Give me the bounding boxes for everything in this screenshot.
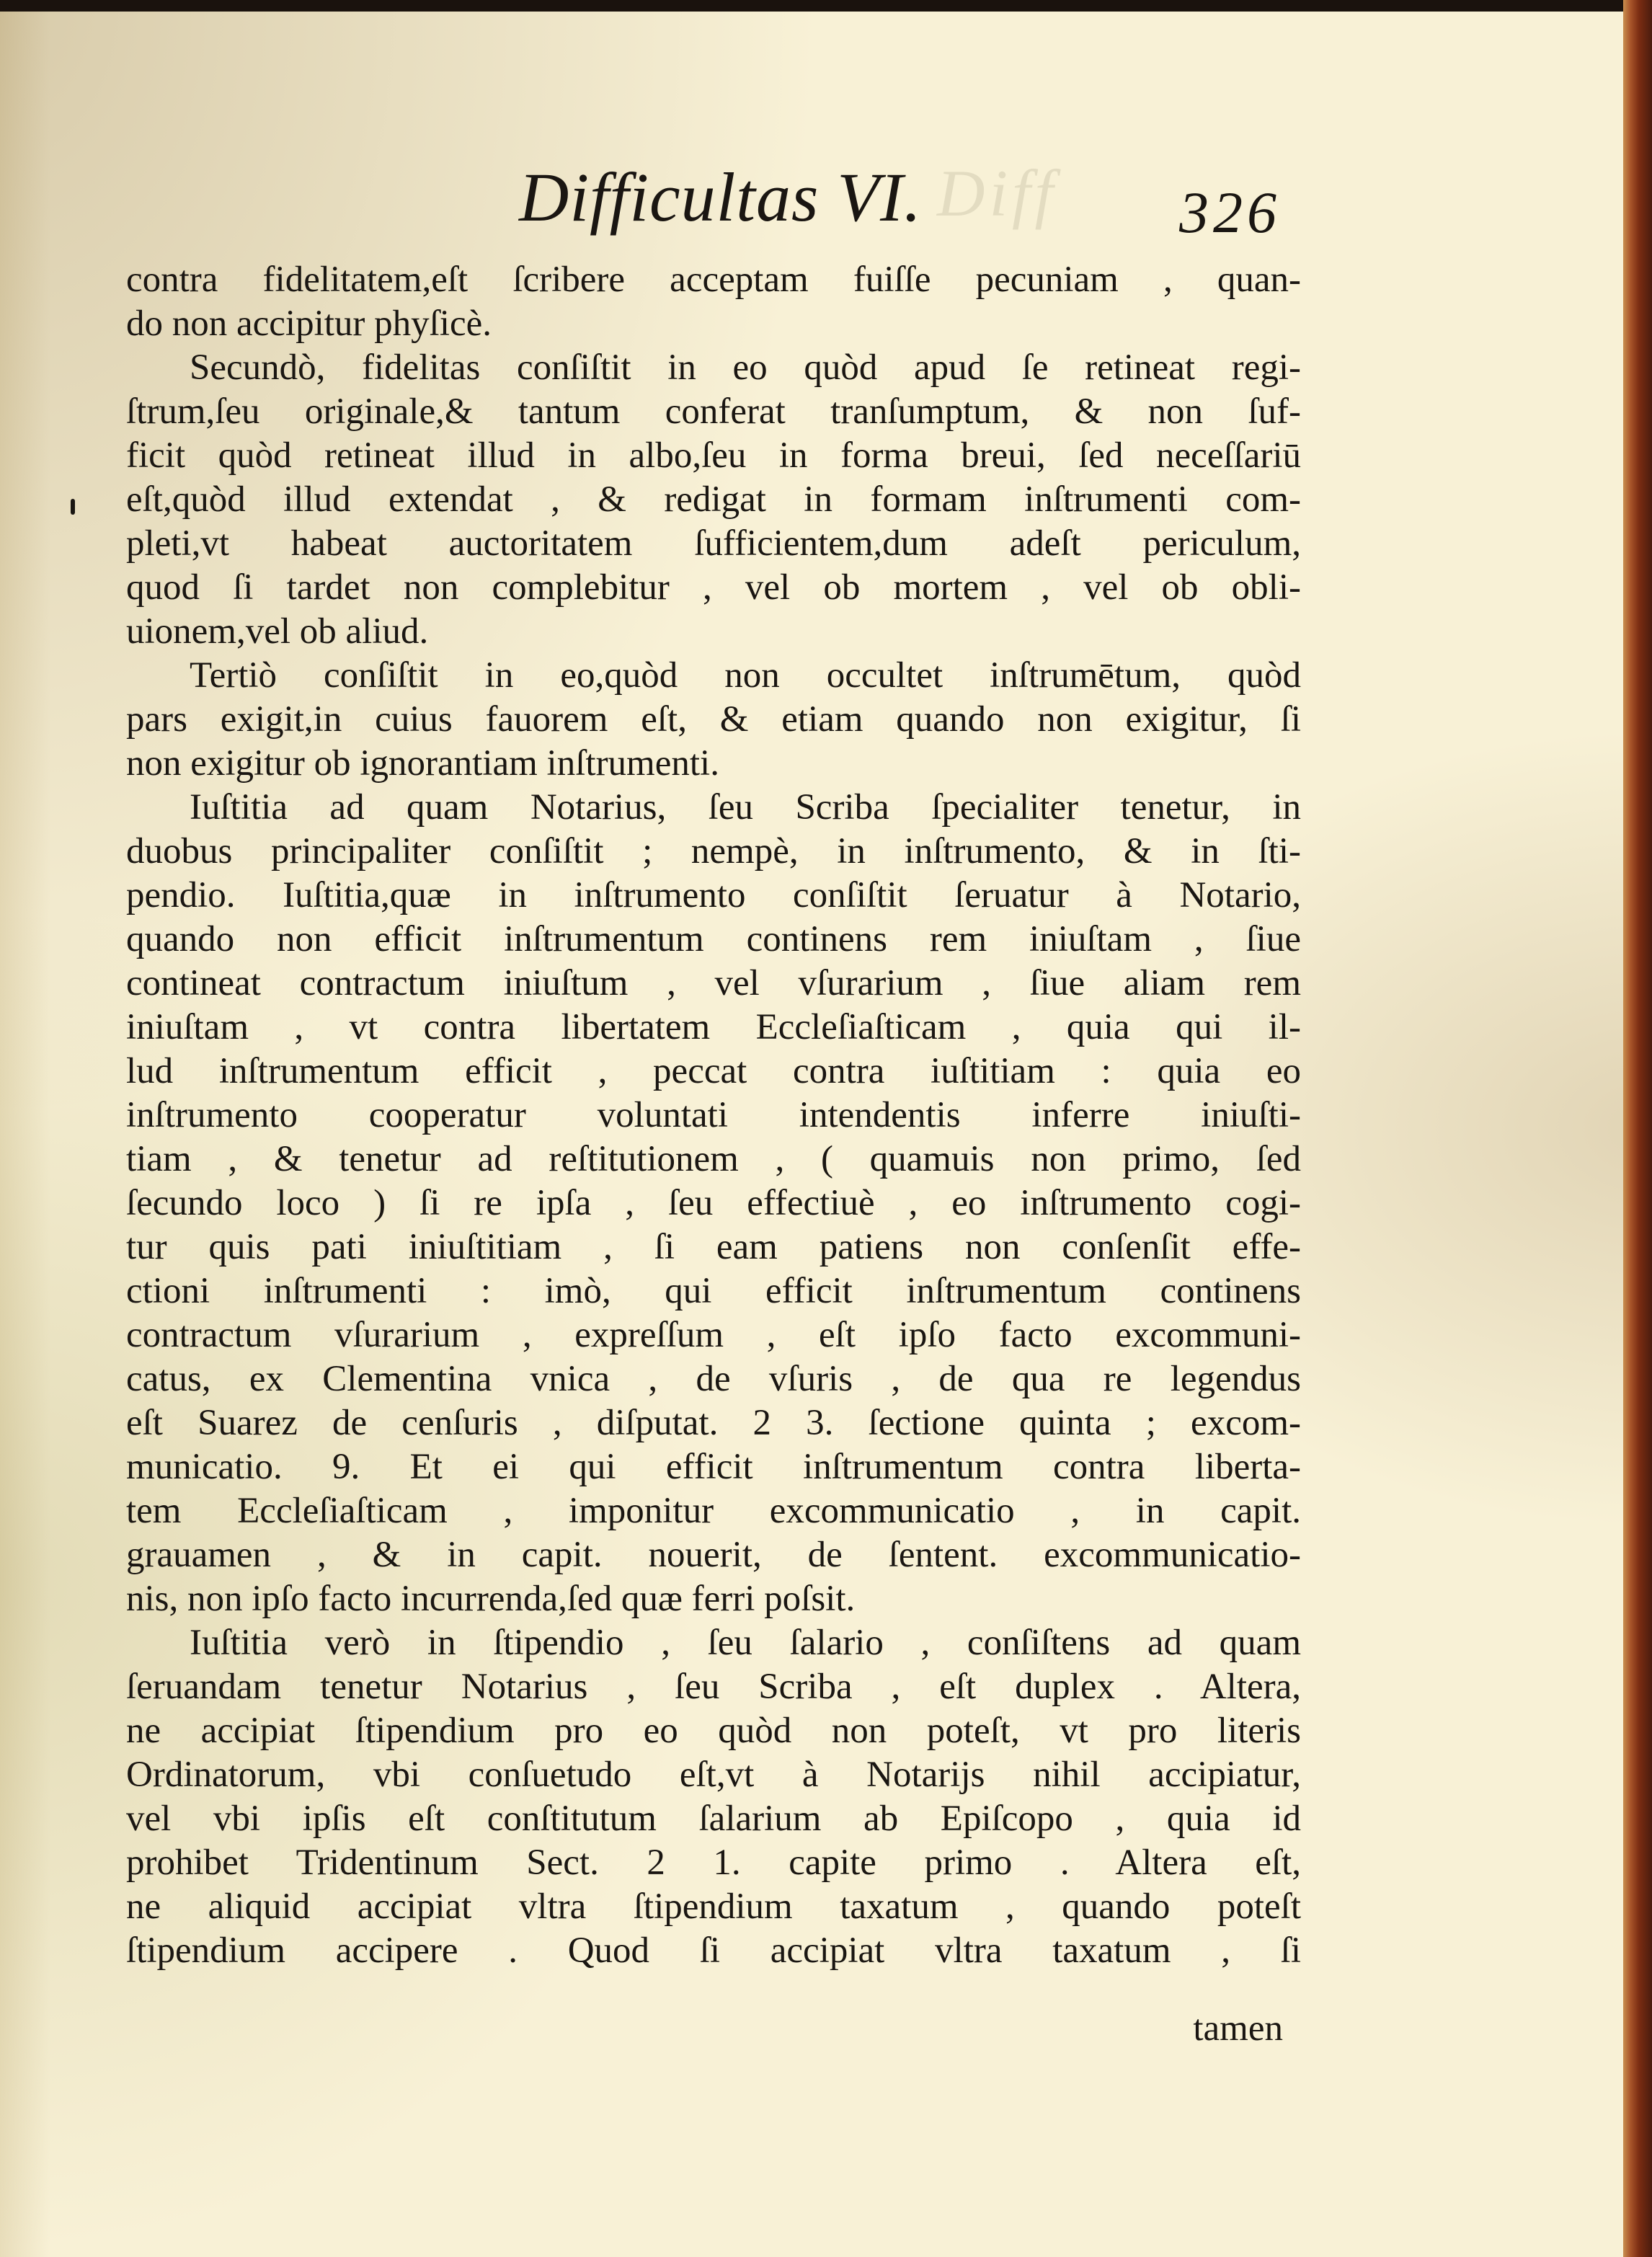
text-line: Secundò, fidelitas conſiſtit in eo quòd apud ſe retineat regi- [190, 347, 1301, 388]
text-line: quod ſi tardet non complebitur , vel ob mortem , vel ob obli- [126, 567, 1301, 608]
text-line: duobus principaliter conſiſtit ; nempè, in inſtrumento, & in ſti- [126, 831, 1301, 872]
text-line: pars exigit,in cuius fauorem eſt, & etiam quando non exigitur, ſi [126, 699, 1301, 740]
margin-mark [71, 499, 75, 515]
paragraph [126, 786, 1301, 1621]
text-line: ne accipiat ſtipendium pro eo quòd non poteſt, vt pro literis [126, 1711, 1301, 1751]
text-line: uionem,vel ob aliud. [126, 611, 429, 652]
text-line: non exigitur ob ignorantiam inſtrumenti. [126, 743, 719, 784]
book-fore-edge [1623, 0, 1652, 2257]
text-line: Iuſtitia verò in ſtipendio , ſeu ſalario , conſiſtens ad quam [190, 1623, 1301, 1663]
running-head: Difficultas VI. [519, 159, 922, 236]
text-line: ſtrum,ſeu originale,& tantum conferat tranſumptum, & non ſuf- [126, 391, 1301, 432]
text-line: municatio. 9. Et ei qui efficit inſtrumentum contra liberta- [126, 1447, 1301, 1487]
text-line: inſtrumento cooperatur voluntati intendentis inferre iniuſti- [126, 1095, 1301, 1135]
text-line: nis, non ipſo facto incurrenda,ſed quæ ferri poſsit. [126, 1579, 856, 1619]
text-line: ſeruandam tenetur Notarius , ſeu Scriba , eſt duplex . Altera, [126, 1667, 1301, 1707]
text-line: eſt Suarez de cenſuris , diſputat. 2 3. ſectione quinta ; excom- [126, 1403, 1301, 1443]
catchword: tamen [1193, 2008, 1283, 2049]
page-number: 326 [1179, 179, 1281, 245]
text-line: tur quis pati iniuſtitiam , ſi eam patiens non conſenſit effe- [126, 1227, 1301, 1267]
text-line: contineat contractum iniuſtum , vel vſurarium , ſiue aliam rem [126, 963, 1301, 1003]
paragraph [126, 258, 1301, 346]
text-line: prohibet Tridentinum Sect. 2 1. capite primo . Altera eſt, [126, 1843, 1301, 1883]
body-text [126, 258, 1301, 1973]
text-line: contra fidelitatem,eſt ſcribere acceptam fuiſſe pecuniam , quan- [126, 260, 1301, 300]
text-line: lud inſtrumentum efficit , peccat contra iuſtitiam : quia eo [126, 1051, 1301, 1091]
text-line: ficit quòd retineat illud in albo,ſeu in forma breui, ſed neceſſariū [126, 435, 1301, 476]
text-line: ne aliquid accipiat vltra ſtipendium taxatum , quando poteſt [126, 1886, 1301, 1927]
text-line: Iuſtitia ad quam Notarius, ſeu Scriba ſpecialiter tenetur, in [190, 787, 1301, 828]
text-line: grauamen , & in capit. nouerit, de ſentent. excommunicatio- [126, 1535, 1301, 1575]
page-top-edge [0, 0, 1652, 12]
text-line: vel vbi ipſis eſt conſtitutum ſalarium ab Epiſcopo , quia id [126, 1799, 1301, 1839]
text-line: eſt,quòd illud extendat , & redigat in formam inſtrumenti com- [126, 479, 1301, 520]
text-line: pleti,vt habeat auctoritatem ſufficientem,dum adeſt periculum, [126, 523, 1301, 564]
text-line: do non accipitur phyſicè. [126, 303, 492, 344]
text-line: catus, ex Clementina vnica , de vſuris , de qua re legendus [126, 1359, 1301, 1399]
text-line: iniuſtam , vt contra libertatem Eccleſiaſticam , quia qui il- [126, 1007, 1301, 1047]
text-line: quando non efficit inſtrumentum continens rem iniuſtam , ſiue [126, 919, 1301, 959]
text-line: ſecundo loco ) ſi re ipſa , ſeu effectiuè , eo inſtrumento cogi- [126, 1183, 1301, 1223]
text-line: Tertiò conſiſtit in eo,quòd non occultet inſtrumētum, quòd [190, 655, 1301, 696]
text-line: Ordinatorum, vbi conſuetudo eſt,vt à Notarijs nihil accipiatur, [126, 1755, 1301, 1795]
paragraph [126, 1621, 1301, 1973]
text-line: ctioni inſtrumenti : imò, qui efficit inſtrumentum continens [126, 1271, 1301, 1311]
text-line: pendio. Iuſtitia,quæ in inſtrumento conſiſtit ſeruatur à Notario, [126, 875, 1301, 915]
paragraph [126, 346, 1301, 654]
paragraph [126, 654, 1301, 786]
bleed-through-text: Diff [937, 156, 1058, 230]
text-line: contractum vſurarium , expreſſum , eſt ipſo facto excommuni- [126, 1315, 1301, 1355]
text-line: tiam , & tenetur ad reſtitutionem , ( quamuis non primo, ſed [126, 1139, 1301, 1179]
text-line: tem Eccleſiaſticam , imponitur excommunicatio , in capit. [126, 1491, 1301, 1531]
text-line: ſtipendium accipere . Quod ſi accipiat vltra taxatum , ſi [126, 1930, 1301, 1971]
